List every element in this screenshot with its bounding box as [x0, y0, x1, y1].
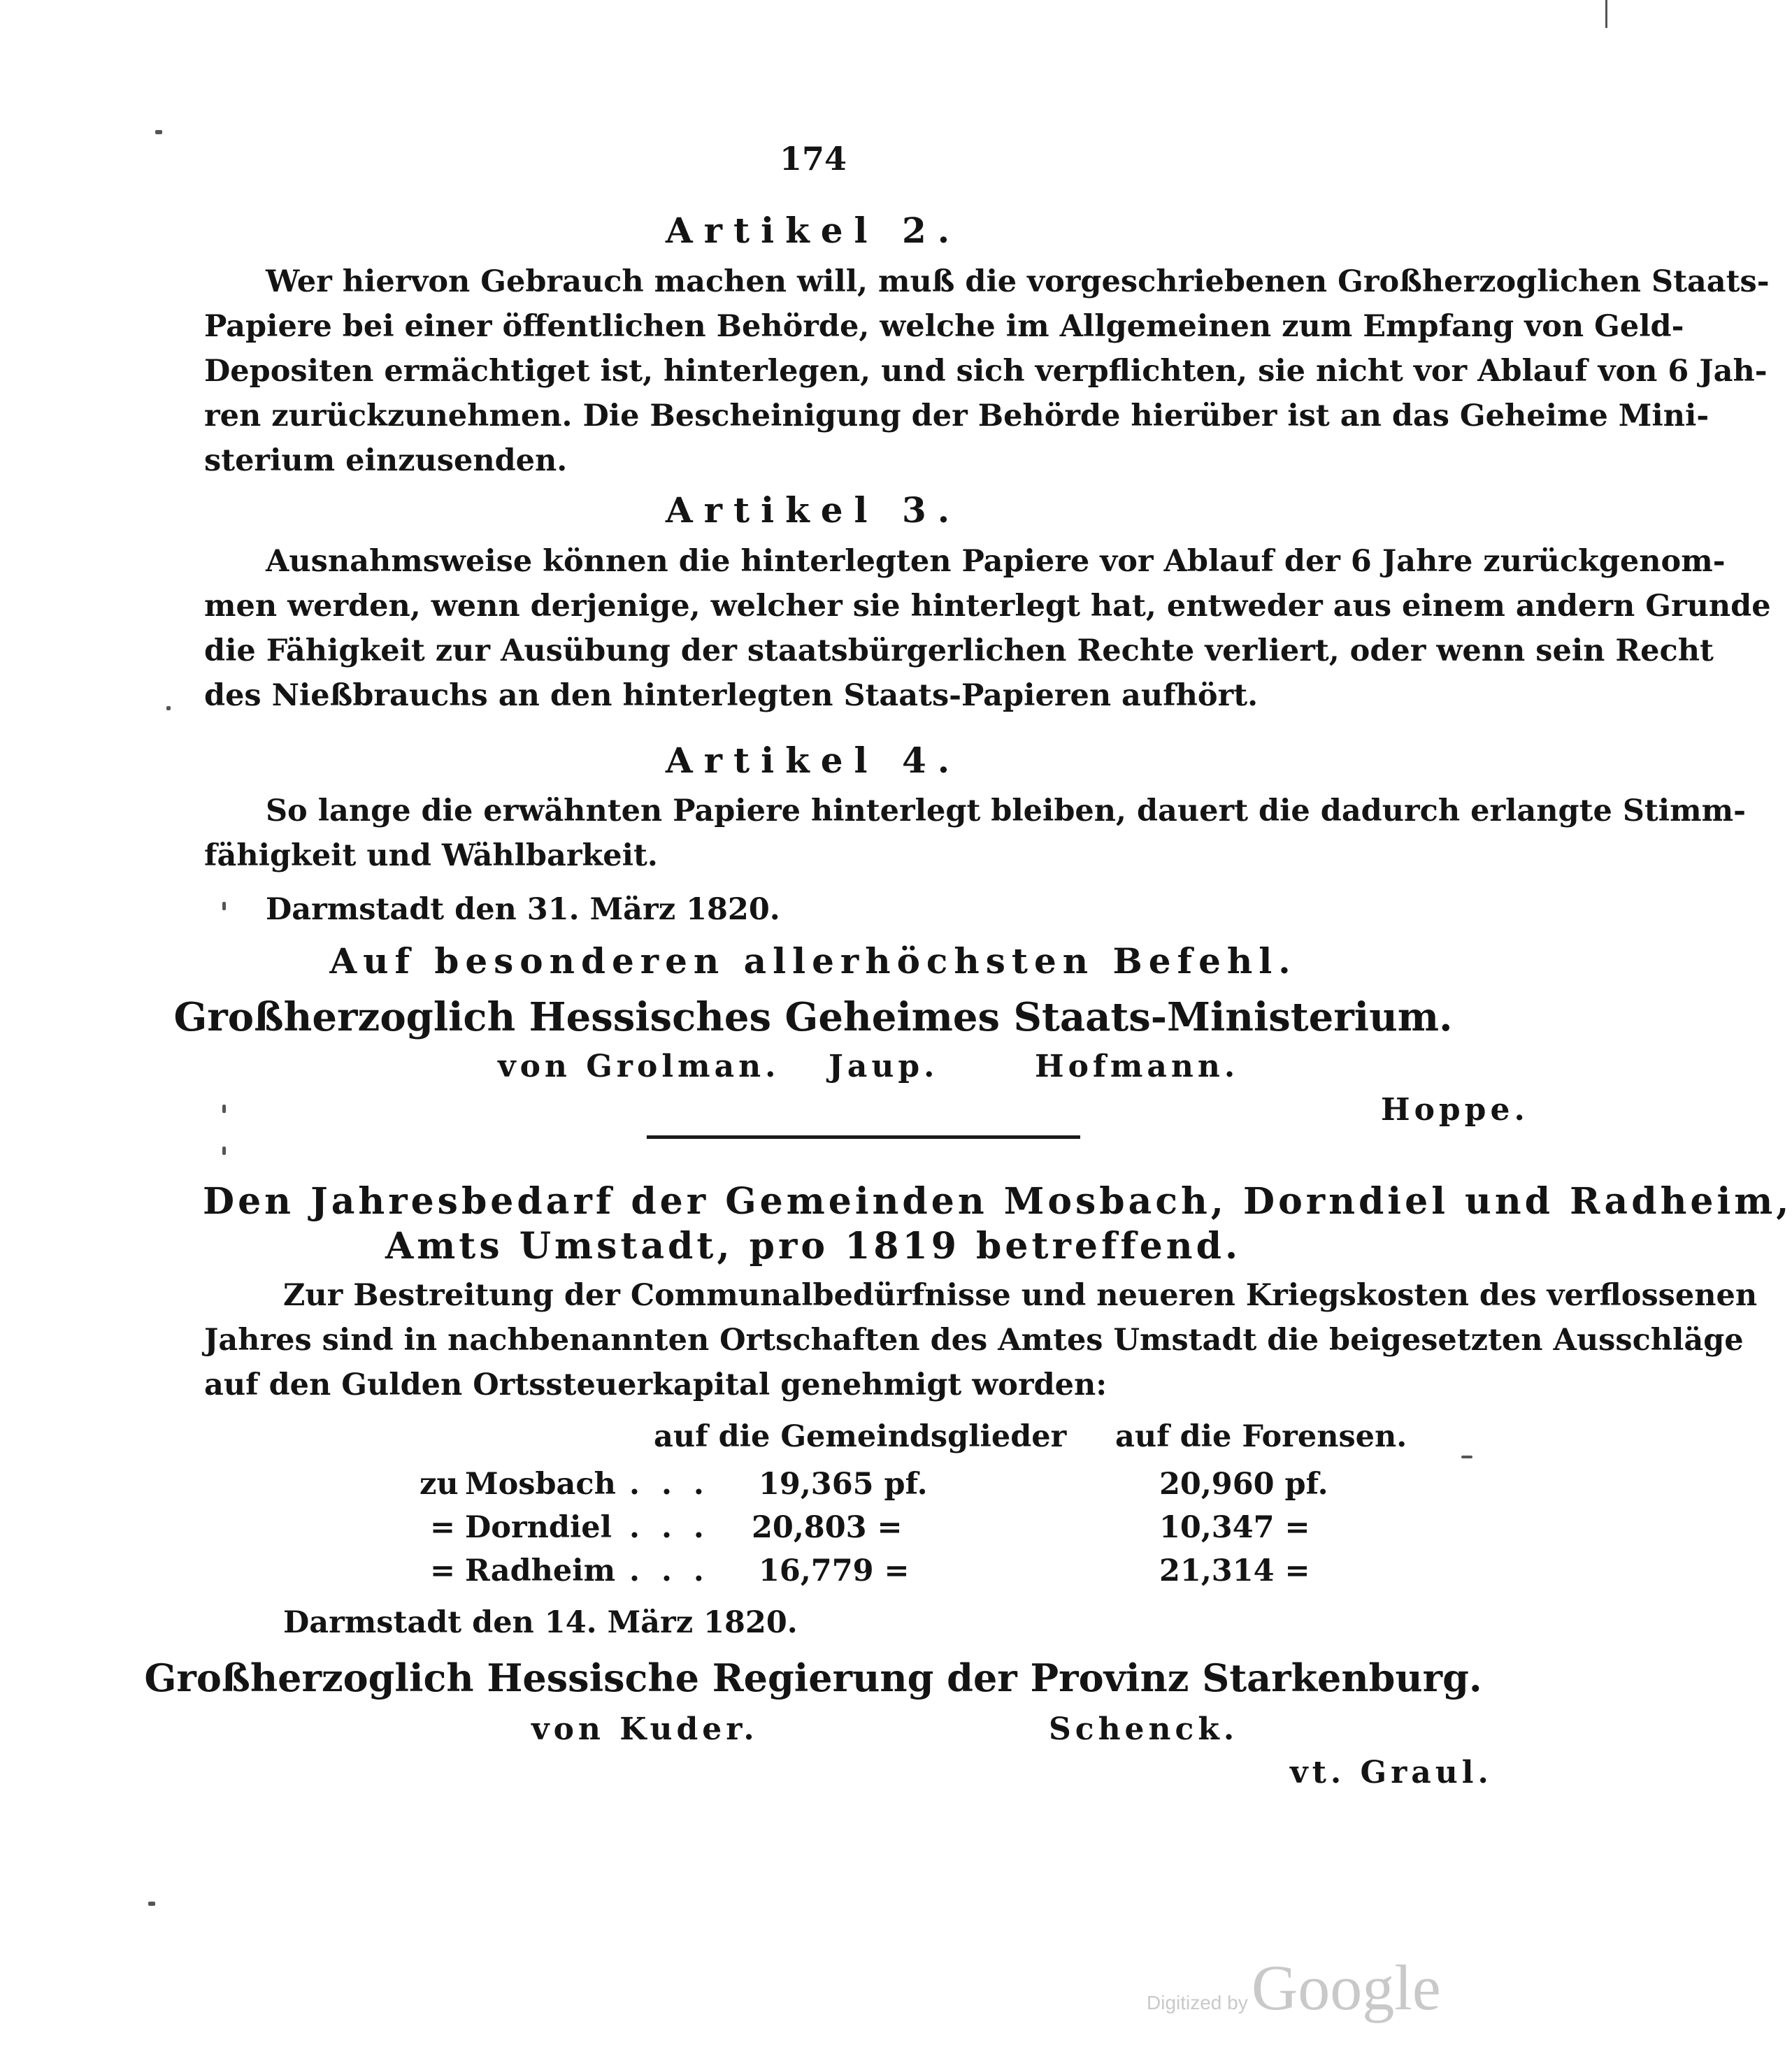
digitized-by-google-watermark: [1147, 1951, 1441, 2025]
article-4-heading: Artikel 4.: [665, 740, 961, 781]
table-row-1-place: Mosbach: [465, 1467, 616, 1502]
table-row-3-prefix: =: [430, 1553, 456, 1588]
decree-1-ministry: Großherzoglich Hessisches Geheimes Staats-Ministerium.: [173, 994, 1453, 1040]
article-3-heading: Artikel 3.: [665, 489, 961, 531]
table-row-3-dots: . . .: [629, 1553, 710, 1588]
table-header-members: auf die Gemeindsglieder: [654, 1419, 1067, 1454]
article-2-line-2: Papiere bei einer öffentlichen Behörde, welche im Allgemeinen zum Empfang von Geld-: [204, 309, 1684, 344]
article-3-line-1: Ausnahmsweise können die hinterlegten Papiere vor Ablauf der 6 Jahre zurückgenom-: [266, 544, 1726, 579]
section-2-signature-schenck: Schenck.: [1049, 1711, 1239, 1747]
decree-1-signature-hofmann: Hofmann.: [1035, 1049, 1240, 1084]
table-row-1-foreign: 20,960 pf.: [1159, 1467, 1328, 1502]
table-row-2-dots: . . .: [629, 1510, 710, 1545]
article-2-line-4: ren zurückzunehmen. Die Bescheinigung der Behörde hierüber ist an das Geheime Mini-: [204, 398, 1709, 433]
scan-speck: [222, 1105, 226, 1113]
article-2-line-3: Depositen ermächtiget ist, hinterlegen, und sich verpflichten, sie nicht vor Ablauf von 6 Jah-: [204, 354, 1768, 389]
decree-1-command: Auf besonderen allerhöchsten Befehl.: [329, 940, 1297, 982]
scan-speck: [1461, 1456, 1472, 1458]
page-number: 174: [779, 140, 847, 178]
decree-1-signature-hoppe: Hoppe.: [1381, 1092, 1529, 1128]
article-2-heading: Artikel 2.: [665, 210, 961, 251]
section-2-line-2: Jahres sind in nachbenannten Ortschaften des Amtes Umstadt die beigesetzten Ausschläge: [204, 1323, 1744, 1358]
scan-speck: [155, 130, 162, 134]
decree-1-date: Darmstadt den 31. März 1820.: [266, 892, 780, 927]
article-4-line-1: So lange die erwähnten Papiere hinterlegt bleiben, dauert die dadurch erlangte Stimm-: [266, 794, 1746, 828]
article-3-line-2: men werden, wenn derjenige, welcher sie hinterlegt hat, entweder aus einem andern Grunde: [204, 589, 1771, 624]
table-row-3-place: Radheim: [465, 1553, 616, 1588]
article-3-line-4: des Nießbrauchs an den hinterlegten Staats-Papieren aufhört.: [204, 678, 1259, 713]
table-row-1-dots: . . .: [629, 1467, 710, 1502]
scan-speck: [222, 902, 226, 910]
section-2-title-line-2: Amts Umstadt, pro 1819 betreffend.: [385, 1225, 1242, 1268]
table-header-foreign: auf die Forensen.: [1115, 1419, 1407, 1454]
section-2-line-1: Zur Bestreitung der Communalbedürfnisse und neueren Kriegskosten des verflossenen: [283, 1278, 1758, 1313]
table-row-2-prefix: =: [430, 1510, 456, 1545]
scan-speck: [148, 1902, 155, 1906]
section-2-signature-graul: vt. Graul.: [1290, 1755, 1493, 1790]
watermark-small-text: Digitized by: [1147, 1992, 1248, 2013]
table-row-2-foreign: 10,347 =: [1159, 1510, 1310, 1545]
article-3-line-3: die Fähigkeit zur Ausübung der staatsbürgerlichen Rechte verliert, oder wenn sein Recht: [204, 633, 1714, 668]
article-2-line-1: Wer hiervon Gebrauch machen will, muß die vorgeschriebenen Großherzoglichen Staats-: [266, 264, 1770, 299]
google-logo: Google: [1251, 1952, 1441, 2023]
scan-edge-mark: [1605, 0, 1607, 28]
scan-speck: [222, 1147, 226, 1155]
decree-1-signature-jaup: Jaup.: [829, 1049, 939, 1084]
section-2-signature-kuder: von Kuder.: [531, 1711, 759, 1747]
table-row-2-members: 20,803 =: [752, 1510, 903, 1545]
section-2-authority: Großherzoglich Hessische Regierung der Provinz Starkenburg.: [144, 1656, 1482, 1700]
table-row-1-prefix: zu: [420, 1467, 459, 1502]
section-2-title-line-1: Den Jahresbedarf der Gemeinden Mosbach, Dorndiel und Radheim,: [203, 1180, 1792, 1223]
scan-speck: [166, 706, 171, 710]
article-2-line-5: sterium einzusenden.: [204, 443, 568, 478]
table-row-3-members: 16,779 =: [759, 1553, 910, 1588]
table-row-3-foreign: 21,314 =: [1159, 1553, 1310, 1588]
section-2-line-3: auf den Gulden Ortssteuerkapital genehmigt worden:: [204, 1367, 1108, 1402]
section-divider: [647, 1135, 1080, 1139]
decree-1-signature-grolman: von Grolman.: [498, 1049, 780, 1084]
table-row-2-place: Dorndiel: [465, 1510, 612, 1545]
section-2-date: Darmstadt den 14. März 1820.: [283, 1605, 798, 1640]
table-row-1-members: 19,365 pf.: [759, 1467, 928, 1502]
article-4-line-2: fähigkeit und Wählbarkeit.: [204, 838, 658, 873]
